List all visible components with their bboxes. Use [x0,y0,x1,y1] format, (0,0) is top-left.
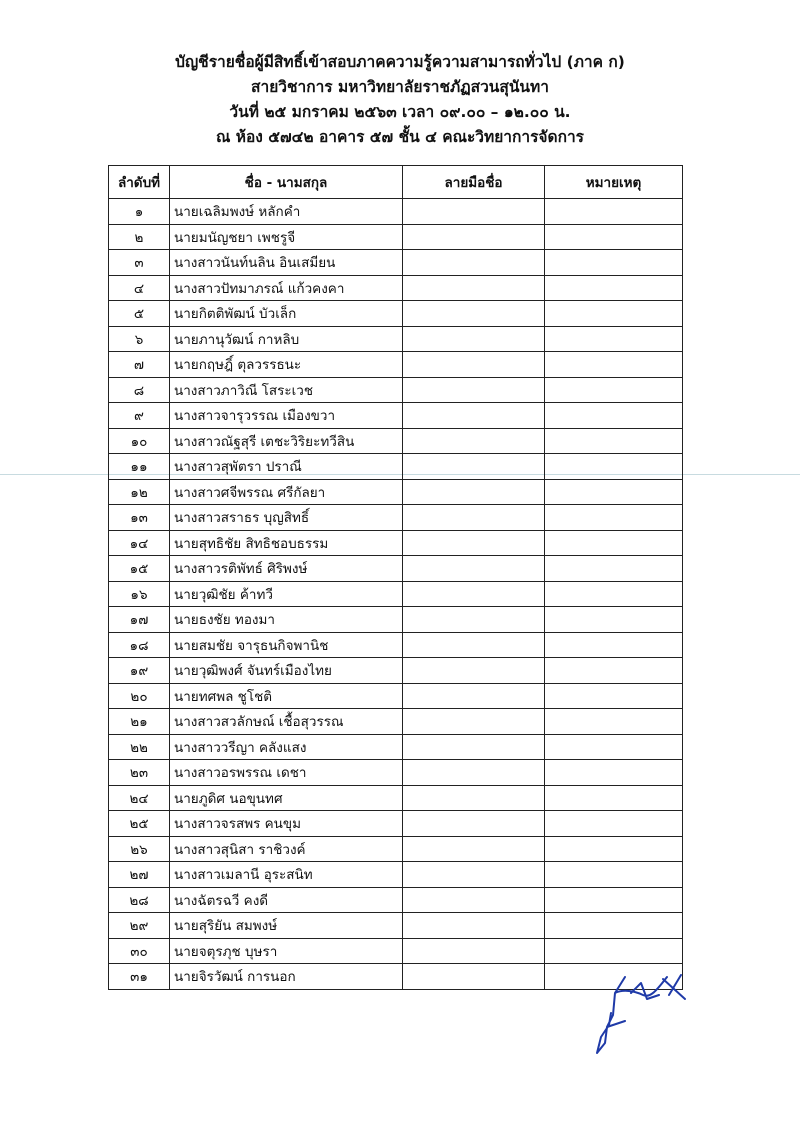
candidate-name: นางสาวอรพรรณ เดชา [170,760,403,786]
remark-cell [545,556,683,582]
remark-cell [545,581,683,607]
row-number: ๕ [109,301,170,327]
table-row [109,862,683,888]
candidate-name: นายภูดิศ นอขุนทศ [170,785,403,811]
roster-body [109,199,683,990]
remark-cell [545,836,683,862]
remark-cell [545,607,683,633]
row-number: ๑๘ [109,632,170,658]
remark-cell [545,377,683,403]
row-number: ๘ [109,377,170,403]
signature-cell [403,632,545,658]
candidate-name: นายวุฒิพงศ์ จันทร์เมืองไทย [170,658,403,684]
row-number: ๖ [109,326,170,352]
row-number: ๑๓ [109,505,170,531]
signature-cell [403,811,545,837]
table-row [109,938,683,964]
row-number: ๑๐ [109,428,170,454]
table-row [109,760,683,786]
header-date-time: วันที่ ๒๕ มกราคม ๒๕๖๓ เวลา ๐๙.๐๐ – ๑๒.๐๐ น. [229,103,571,121]
remark-cell [545,326,683,352]
remark-cell [545,352,683,378]
signature-cell [403,709,545,735]
remark-cell [545,887,683,913]
table-row [109,530,683,556]
signature-cell [403,913,545,939]
remark-cell [545,479,683,505]
row-number: ๒๕ [109,811,170,837]
row-number: ๒๑ [109,709,170,735]
remark-cell [545,454,683,480]
row-number: ๑๕ [109,556,170,582]
remark-cell [545,683,683,709]
remark-cell [545,275,683,301]
candidate-name: นางสาวปัทมาภรณ์ แก้วคงคา [170,275,403,301]
candidate-name: นายสุทธิชัย สิทธิชอบธรรม [170,530,403,556]
signature-cell [403,760,545,786]
candidate-name: นางสาววรีญา คลังแสง [170,734,403,760]
table-row [109,326,683,352]
signature-cell [403,862,545,888]
remark-cell [545,785,683,811]
candidate-name: นายธงชัย ทองมา [170,607,403,633]
candidate-name: นางสาวสราธร บุญสิทธิ์ [170,505,403,531]
candidate-name: นางสาวนันท์นลิน อินเสมียน [170,250,403,276]
candidate-name: นายทศพล ชูโชติ [170,683,403,709]
table-row [109,811,683,837]
signature-cell [403,326,545,352]
signature-cell [403,199,545,225]
table-row [109,199,683,225]
remark-cell [545,938,683,964]
table-row [109,250,683,276]
signature-cell [403,964,545,990]
row-number: ๒ [109,224,170,250]
row-number: ๑๗ [109,607,170,633]
remark-cell [545,428,683,454]
table-row [109,479,683,505]
candidate-name: นางสาวรติพัทธ์ ศิริพงษ์ [170,556,403,582]
candidate-name: นายสุริยัน สมพงษ์ [170,913,403,939]
col-header-signature: ลายมือชื่อ [403,166,545,199]
remark-cell [545,913,683,939]
remark-cell [545,224,683,250]
table-row [109,658,683,684]
document-header [0,50,800,150]
row-number: ๓ [109,250,170,276]
remark-cell [545,199,683,225]
row-number: ๑๒ [109,479,170,505]
table-row [109,352,683,378]
candidate-name: นายจตุรภุช บุษรา [170,938,403,964]
signature-cell [403,887,545,913]
signature-cell [403,428,545,454]
table-row [109,301,683,327]
table-row [109,275,683,301]
signature-cell [403,352,545,378]
signature-cell [403,683,545,709]
remark-cell [545,760,683,786]
signature-cell [403,734,545,760]
row-number: ๑๙ [109,658,170,684]
table-row [109,683,683,709]
signature-cell [403,836,545,862]
remark-cell [545,403,683,429]
candidate-name: นางสาวภาวิณี โสระเวช [170,377,403,403]
col-header-remark: หมายเหตุ [545,166,683,199]
remark-cell [545,709,683,735]
candidate-name: นางสาวเมลานี อุระสนิท [170,862,403,888]
signature-cell [403,556,545,582]
row-number: ๓๐ [109,938,170,964]
signature-cell [403,224,545,250]
signature-cell [403,530,545,556]
table-row [109,403,683,429]
remark-cell [545,301,683,327]
table-row [109,581,683,607]
row-number: ๒๒ [109,734,170,760]
candidate-name: นางฉัตรฉวี คงดี [170,887,403,913]
row-number: ๑ [109,199,170,225]
roster-table [108,165,683,990]
signature-cell [403,250,545,276]
candidate-name: นายสมชัย จารุธนกิจพานิช [170,632,403,658]
table-row [109,428,683,454]
remark-cell [545,505,683,531]
candidate-name: นางสาวศจีพรรณ ศรีกัลยา [170,479,403,505]
row-number: ๒๖ [109,836,170,862]
table-row [109,785,683,811]
signature-cell [403,403,545,429]
signature-cell [403,658,545,684]
table-row [109,224,683,250]
remark-cell [545,530,683,556]
row-number: ๒๗ [109,862,170,888]
candidate-name: นางสาวจารุวรรณ เมืองขวา [170,403,403,429]
table-row [109,836,683,862]
signature-cell [403,454,545,480]
signature-cell [403,301,545,327]
table-row [109,607,683,633]
candidate-name: นายมนัญชยา เพชรูจี [170,224,403,250]
candidate-name: นายวุฒิชัย ค้าทวี [170,581,403,607]
signature-cell [403,275,545,301]
remark-cell [545,811,683,837]
row-number: ๑๑ [109,454,170,480]
candidate-name: นายภานุวัฒน์ กาหลิบ [170,326,403,352]
row-number: ๒๘ [109,887,170,913]
row-number: ๑๔ [109,530,170,556]
remark-cell [545,734,683,760]
table-row [109,709,683,735]
signature-cell [403,479,545,505]
table-row [109,632,683,658]
remark-cell [545,862,683,888]
candidate-name: นางสาวสุพัตรา ปราณี [170,454,403,480]
signature-cell [403,377,545,403]
candidate-name: นายจิรวัฒน์ การนอก [170,964,403,990]
candidate-name: นางสาวจรสพร คนขุม [170,811,403,837]
row-number: ๒๔ [109,785,170,811]
table-row [109,556,683,582]
table-row [109,377,683,403]
table-row [109,887,683,913]
col-header-name: ชื่อ - นามสกุล [170,166,403,199]
remark-cell [545,250,683,276]
row-number: ๓๑ [109,964,170,990]
candidate-name: นายกฤษฎิ์ ตุลวรรธนะ [170,352,403,378]
header-title: บัญชีรายชื่อผู้มีสิทธิ์เข้าสอบภาคความรู้ความสามารถทั่วไป (ภาค ก) [175,53,625,71]
remark-cell [545,632,683,658]
table-row [109,734,683,760]
signature-cell [403,581,545,607]
header-room: ณ ห้อง ๕๗๔๒ อาคาร ๕๗ ชั้น ๔ คณะวิทยาการจัดการ [216,128,584,146]
candidate-name: นางสาวสวลักษณ์ เชื้อสุวรรณ [170,709,403,735]
signature-cell [403,607,545,633]
table-header-row [109,166,683,199]
header-department: สายวิชาการ มหาวิทยาลัยราชภัฏสวนสุนันทา [251,78,549,96]
signature-cell [403,938,545,964]
candidate-name: นายเฉลิมพงษ์ หลักคำ [170,199,403,225]
col-header-no: ลำดับที่ [109,166,170,199]
handwritten-signature [585,965,695,1060]
candidate-name: นายกิตติพัฒน์ บัวเล็ก [170,301,403,327]
row-number: ๒๓ [109,760,170,786]
row-number: ๒๙ [109,913,170,939]
signature-cell [403,505,545,531]
candidate-name: นางสาวสุนิสา ราชิวงค์ [170,836,403,862]
row-number: ๒๐ [109,683,170,709]
table-row [109,454,683,480]
row-number: ๗ [109,352,170,378]
row-number: ๑๖ [109,581,170,607]
row-number: ๔ [109,275,170,301]
table-row [109,913,683,939]
candidate-name: นางสาวณัฐสุรี เตชะวิริยะทวีสิน [170,428,403,454]
row-number: ๙ [109,403,170,429]
remark-cell [545,658,683,684]
signature-cell [403,785,545,811]
table-row [109,505,683,531]
